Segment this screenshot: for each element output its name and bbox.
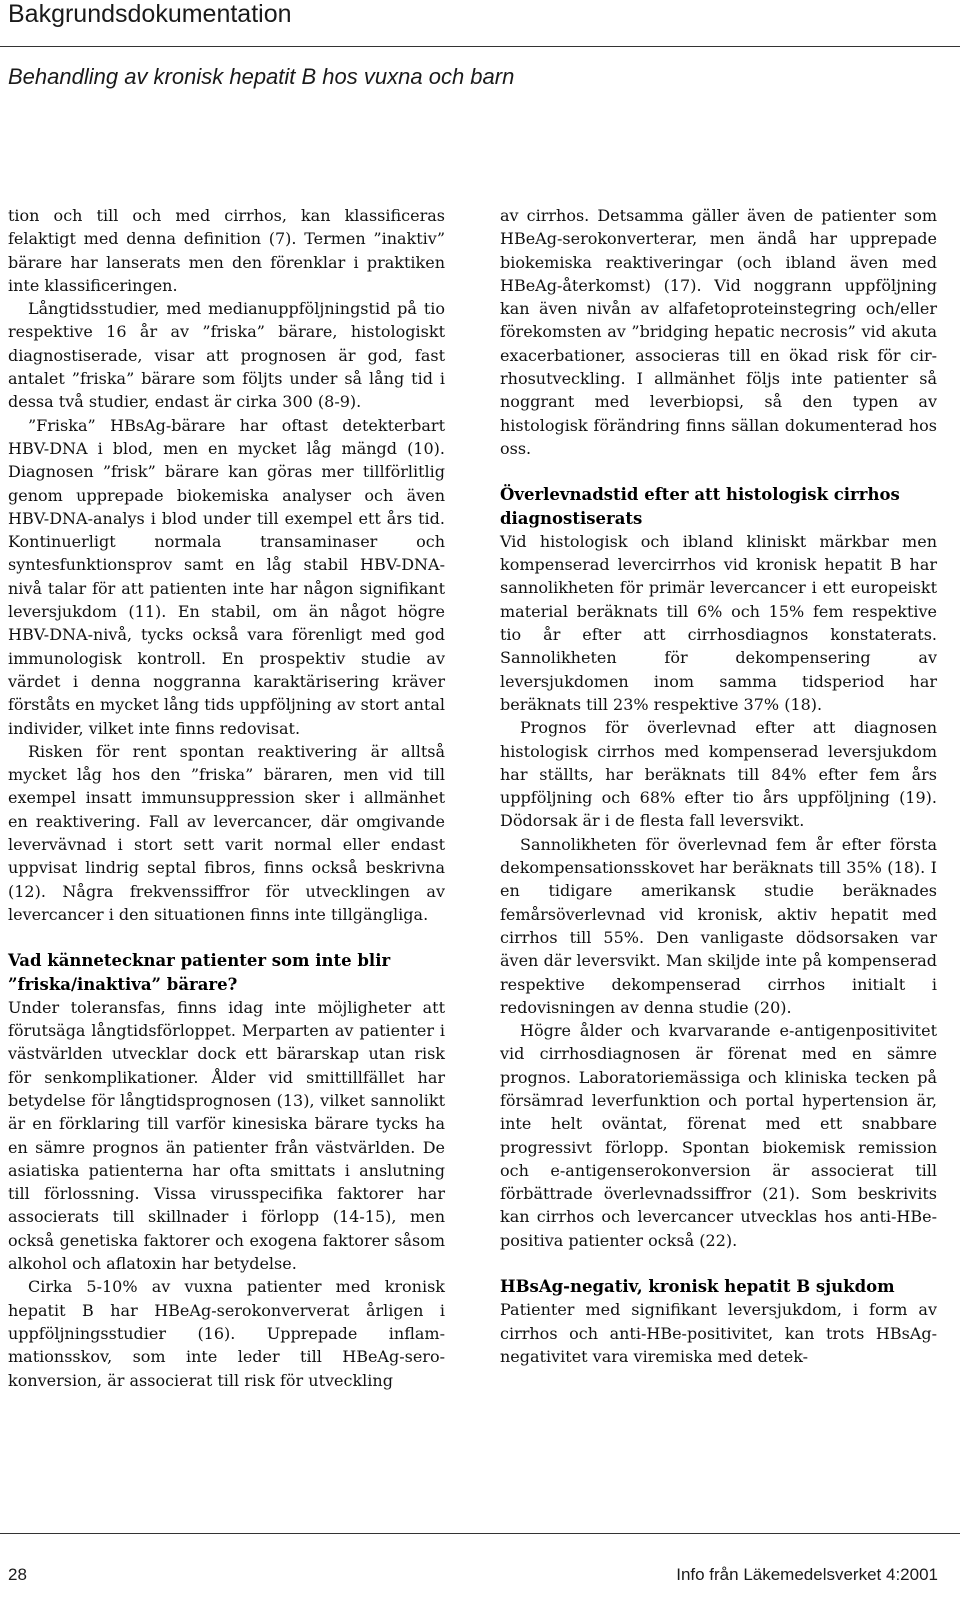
paragraph: tion och till och med cirrhos, kan klassificeras felaktigt med denna definition (7). Termen ”inaktiv” bärare har lanserats men den förenklar i praktiken inte klassificeringen. [8,206,445,295]
header-divider [0,46,960,47]
right-column [500,204,937,1368]
document-subtitle: Behandling av kronisk hepatit B hos vuxna och barn [8,64,515,89]
footer-divider [0,1533,960,1534]
paragraph: Långtidsstudier, med medianuppföljningstid på tio respektive 16 år av ”friska” bärare, histologiskt diagnostiserade, visar att prognosen är god, fast antalet ”friska” bärare som följts under så lång tid i dessa två studier, endast är cirka 300 (8-9). [8,299,445,412]
section-heading: Överlevnadstid efter att histologisk cirrhos diagnostiserats [500,485,900,528]
paragraph: Sannolikheten för överlevnad fem år efter första dekompensationsskovet har beräknats till 35% (18). I en tidigare amerikansk studie beräknades femårsöverlevnad vid kronisk, aktiv hepatit med cirrhos till 55%. Den vanligaste dödsorsaken var även där leversvikt. Man skiljde inte på kompenserad respektive dekompenserad cirrhos initialt i redovisningen av denna studie (20). [500,834,937,1017]
paragraph: av cirrhos. Detsamma gäller även de patienter som HBeAg-serokonverterar, men ändå har upprepade biokemiska reaktiveringar (och ibland även med HBeAg-återkomst) (17). Vid noggrann uppföljning kan även nivån av alfafetoproteinstegring och/eller förekomsten av ”bridging hepatic necrosis” vid akuta exacerbationer, associeras till en ökad risk för cirrhosutveckling. I allmänhet följs inte patienter så noggrant med leverbiopsi, så den typen av histologisk förändring finns sällan dokumenterad hos oss. [500,206,937,458]
paragraph: Under toleransfas, finns idag inte möjligheter att förutsäga långtidsförloppet. Merparten av patienter i västvärlden utvecklar dock ett bärarskap utan risk för senkomplikationer. Ålder vid smittillfället har betydelse för långtidsprognosen (13), vilket sannolikt är en förklaring till varför kinesiska bärare tycks ha en sämre prognos än patienter från västvärlden. De asiatiska patienterna har ofta smittats i anslutning till förlossning. Vissa virusspecifika faktorer har associerats till skillnader i förlopp (14-15), men också genetiska faktorer och exogena faktorer såsom alkohol och aflatoxin har betydelse. [8,997,445,1274]
document-header-title: Bakgrundsdokumentation [8,0,292,28]
paragraph: Prognos för överlevnad efter att diagnosen histologisk cirrhos med kompenserad leversjukdom har ställts, har beräknats till 84% efter fem års uppföljning och 68% efter tio års uppföljning (19). Dödorsak är i de flesta fall leversvikt. [500,718,937,831]
paragraph: Högre ålder och kvarvarande e-antigenpositivitet vid cirrhosdiagnosen är förenat med en sämre prognos. Laboratoriemässiga och kliniska tecken på försämrad leverfunktion och portal hypertension är, inte helt oväntat, förenat med ett snabbare progressivt förlopp. Spontan biokemisk remission och e-antigenserokonversion är associerat till förbättrade överlevnadssiffror (21). Som beskrivits kan cirrhos och levercancer utvecklas hos anti-HBe-positiva patienter också (22). [500,1021,937,1250]
publication-name: Info från Läkemedelsverket 4:2001 [676,1565,938,1584]
left-column [8,204,445,1392]
paragraph: Patienter med signifikant leversjukdom, i form av cirrhos och anti-HBe-positivitet, kan trots HBsAg-negativitet vara viremiska med detek- [500,1300,937,1366]
paragraph: Cirka 5-10% av vuxna patienter med kronisk hepatit B har HBeAg-serokonververat årligen i uppföljningsstudier (16). Upprepade inflammationsskov, som inte leder till HBeAg-serokonversion, är associerat till risk för utveckling [8,1277,445,1390]
section-heading: HBsAg-negativ, kronisk hepatit B sjukdom [500,1277,895,1297]
page-number: 28 [8,1565,27,1584]
paragraph: Vid histologisk och ibland kliniskt märkbar men kompenserad levercirrhos vid kronisk hepatit B har sannolikheten för primär levercancer i ett europeiskt material beräknats till 6% och 15% fem respektive tio år efter att cirrhosdiagnos konstaterats. Sannolikheten för dekompensering av leversjukdomen inom samma tidsperiod har beräknats till 23% respektive 37% (18). [500,531,937,714]
paragraph: ”Friska” HBsAg-bärare har oftast detekterbart HBV-DNA i blod, men en mycket låg mängd (10). Diagnosen ”frisk” bärare kan göras mer tillförlitlig genom upprepade biokemiska analyser och även HBV-DNA-analys i blod under till exempel ett års tid. Kontinuerligt normala transaminaser och syntesfunktionsprov samt en låg stabil HBV-DNA-nivå talar för att patienten inte har någon signifikant leversjukdom (11). En stabil, om än något högre HBV-DNA-nivå, tycks också vara förenligt med god immunologisk kontroll. En prospektiv studie av värdet i denna noggranna karaktärisering kräver förståts en mycket lång tids uppföljning av stort antal individer, vilket inte finns redovisat. [8,415,445,738]
section-heading: Vad kännetecknar patienter som inte blir ”friska/inaktiva” bärare? [8,951,391,994]
paragraph: Risken för rent spontan reaktivering är alltså mycket låg hos den ”friska” bäraren, men vid till exempel insatt immunsuppression sker i allmänhet en reaktivering. Fall av levercancer, där omgivande levervävnad i stort sett varit normal eller endast uppvisat lindrig septal fibros, finns också beskrivna (12). Några frekvenssiffror för utvecklingen av levercancer i den situationen finns inte tillgängliga. [8,741,445,924]
